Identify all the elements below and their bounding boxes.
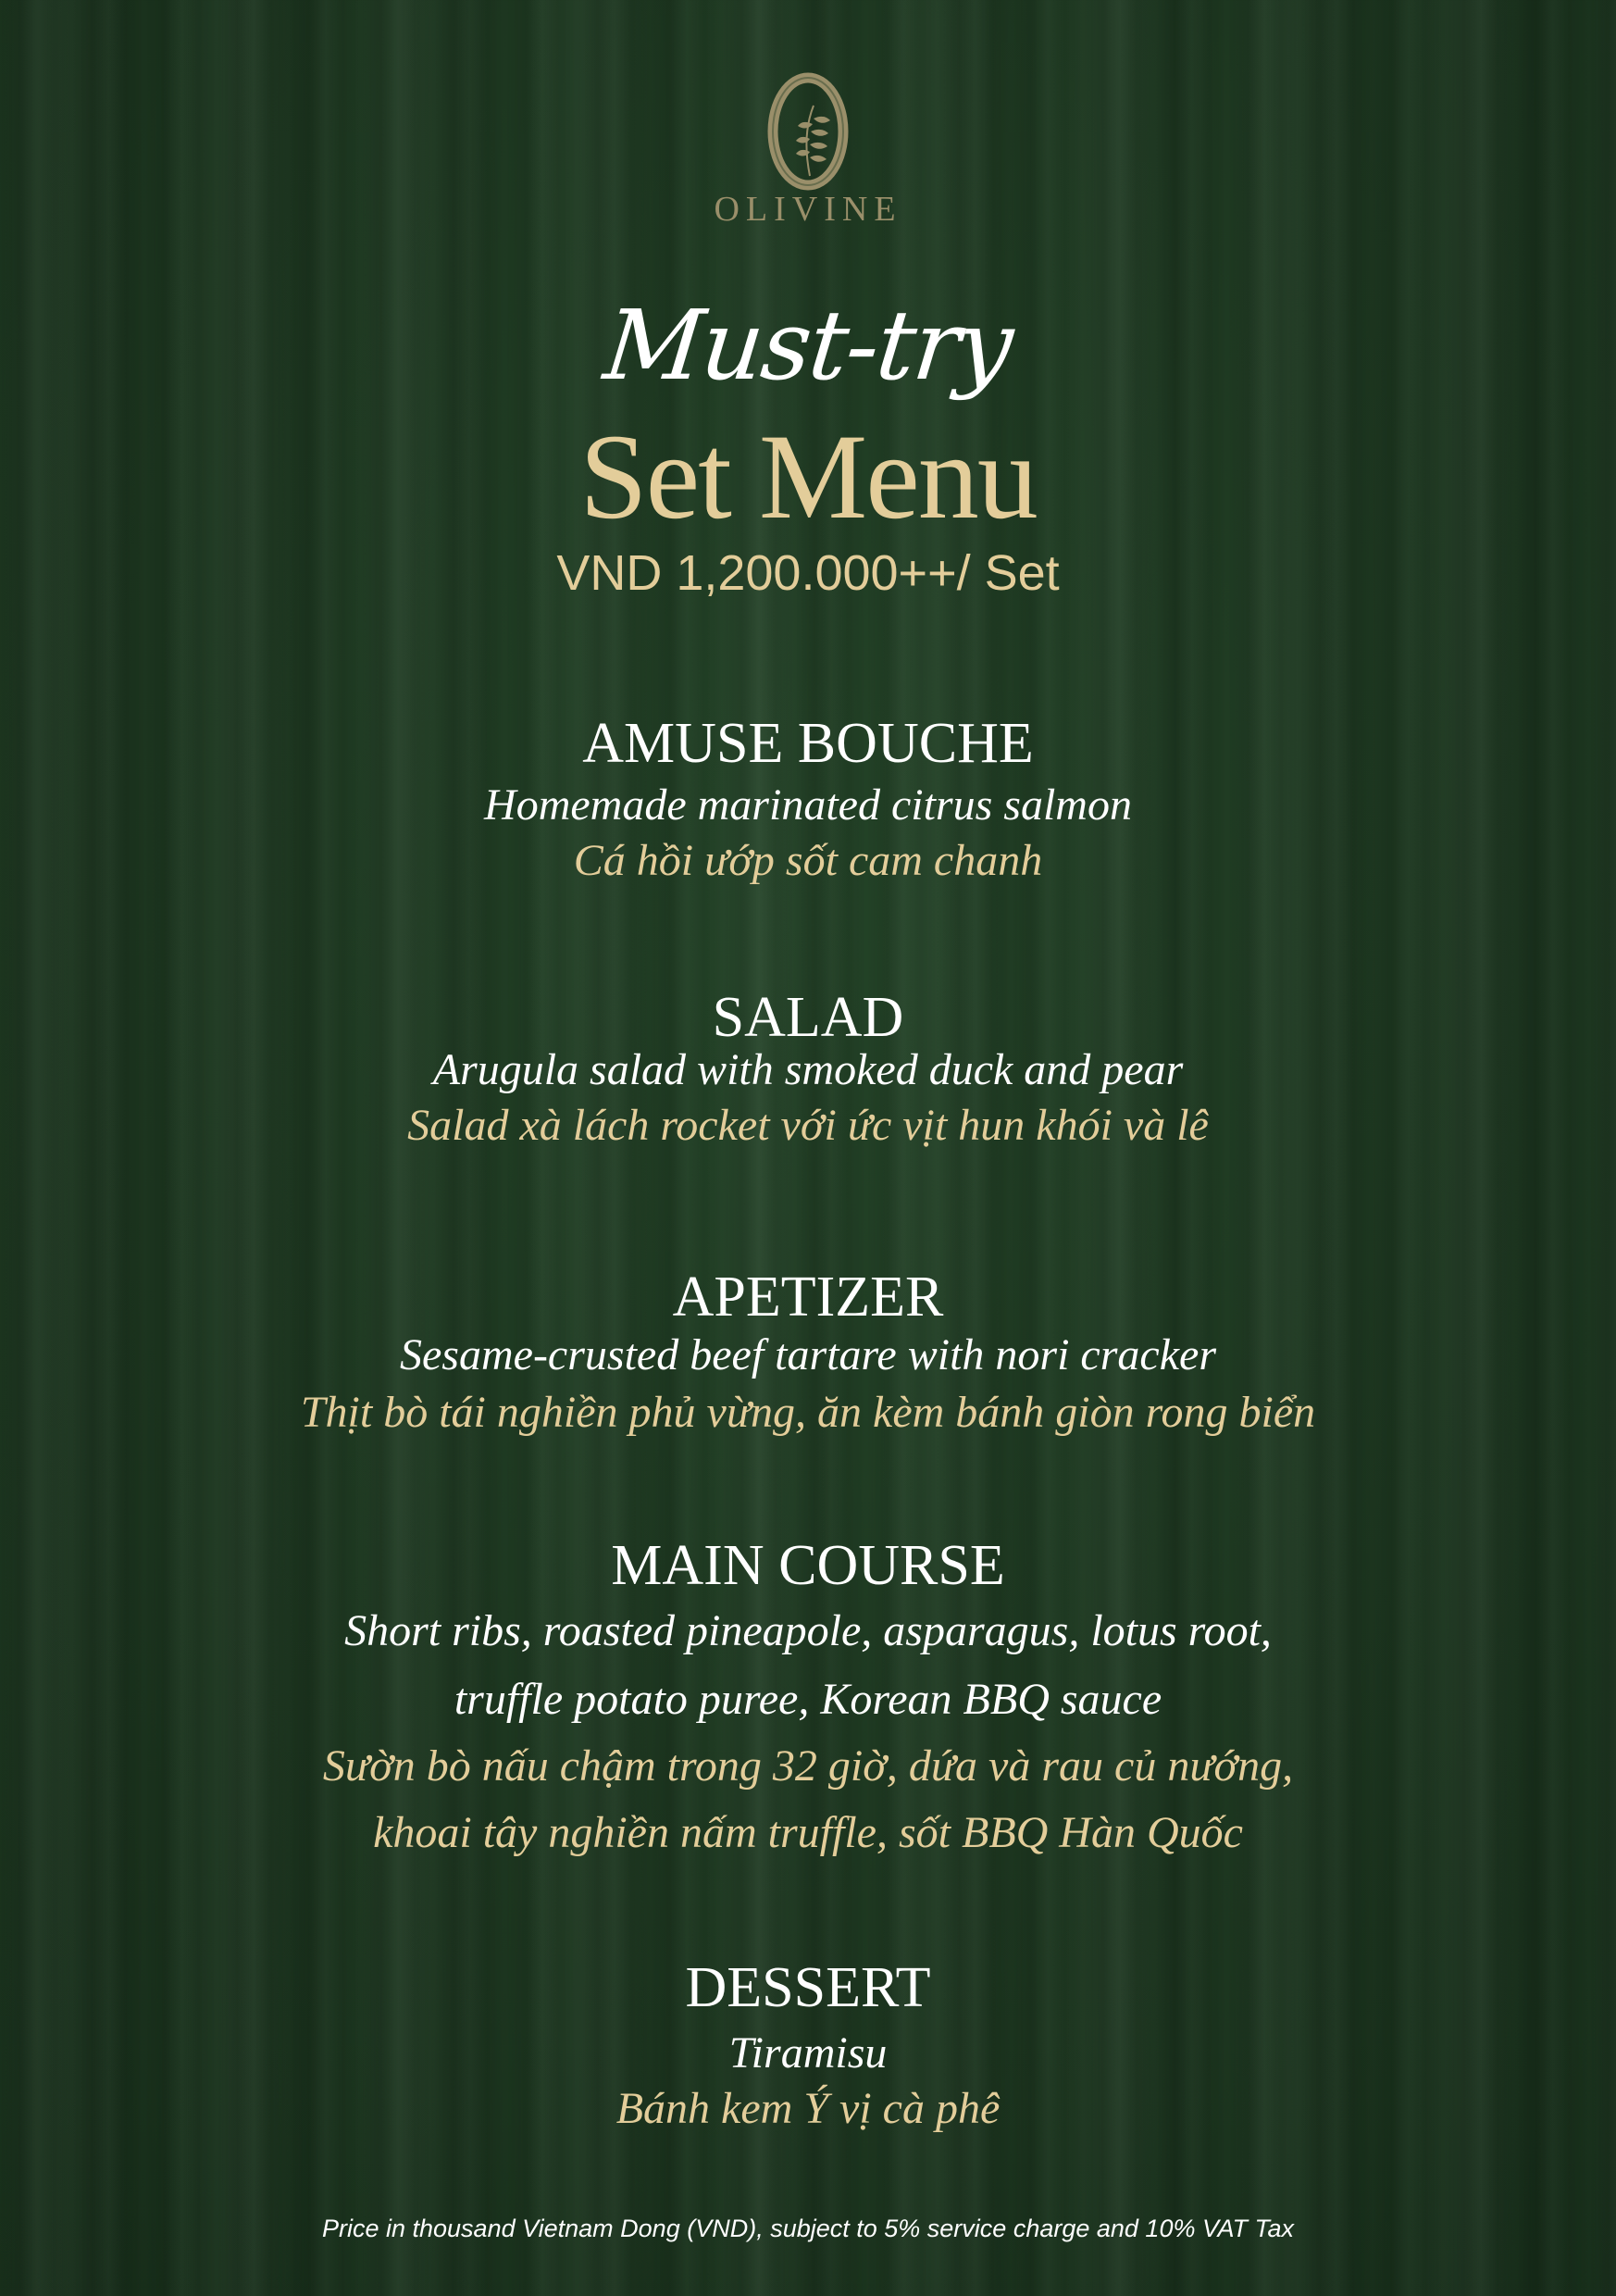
dish-english: Sesame-crusted beef tartare with nori cracker <box>399 1330 1217 1379</box>
price-footnote: Price in thousand Vietnam Dong (VND), subject to 5% service charge and 10% VAT Tax <box>321 2215 1295 2242</box>
course-title-apetizer: APETIZER <box>672 1266 944 1329</box>
dish-english: Tiramisu <box>728 2028 888 2078</box>
course-title-salad: SALAD <box>712 986 904 1049</box>
dish-english: Short ribs, roasted pineapole, asparagus, lotus root, <box>344 1606 1272 1655</box>
dish-english: Homemade marinated citrus salmon <box>484 780 1132 830</box>
dish-vietnamese: khoai tây nghiền nấm truffle, sốt BBQ Hàn Quốc <box>373 1808 1243 1857</box>
dish-vietnamese: Thịt bò tái nghiền phủ vừng, ăn kèm bánh giòn rong biển <box>300 1388 1316 1437</box>
dish-english: Arugula salad with smoked duck and pear <box>432 1045 1184 1094</box>
olive-leaf-o-monogram-icon <box>752 72 864 191</box>
script-title: Must-try <box>599 289 1017 402</box>
dish-vietnamese: Salad xà lách rocket với ức vịt hun khói và lê <box>407 1101 1209 1150</box>
brand-name: OLIVINE <box>714 190 902 229</box>
dish-english: truffle potato puree, Korean BBQ sauce <box>454 1675 1162 1724</box>
dish-vietnamese: Cá hồi ướp sốt cam chanh <box>573 836 1043 885</box>
dish-vietnamese: Sườn bò nấu chậm trong 32 giờ, dứa và rau củ nướng, <box>322 1741 1294 1791</box>
course-title-main-course: MAIN COURSE <box>611 1534 1005 1597</box>
course-title-dessert: DESSERT <box>685 1956 931 2019</box>
dish-vietnamese: Bánh kem Ý vị cà phê <box>615 2084 1001 2133</box>
set-price: VND 1,200.000++/ Set <box>556 545 1060 601</box>
page-title: Set Menu <box>579 408 1037 544</box>
course-title-amuse-bouche: AMUSE BOUCHE <box>582 712 1034 775</box>
